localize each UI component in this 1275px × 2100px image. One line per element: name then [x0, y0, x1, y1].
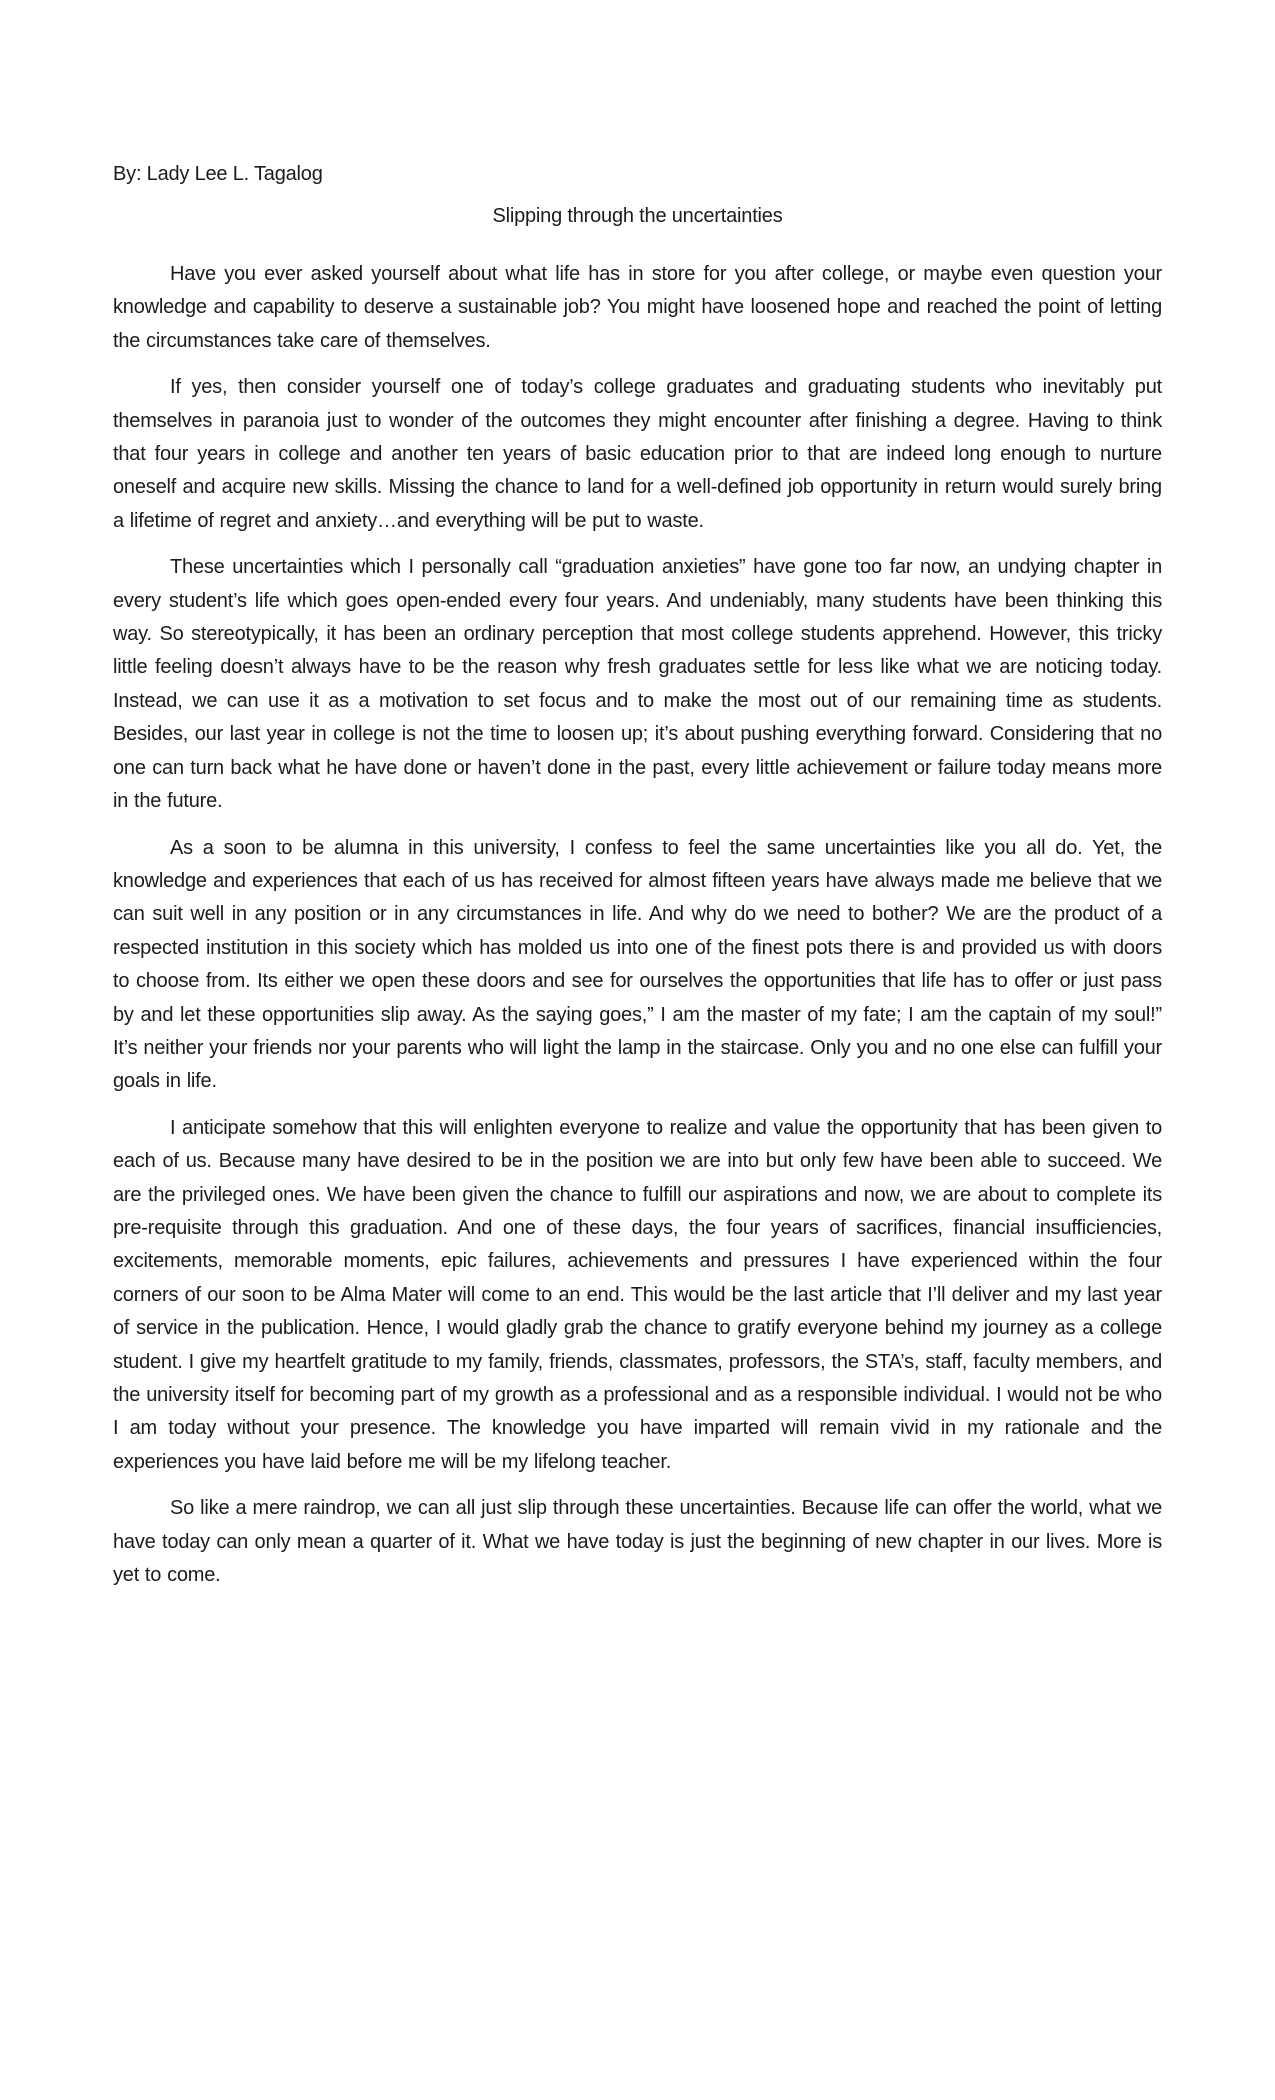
- paragraph-3: These uncertainties which I personally call “graduation anxieties” have gone too far now, an undying chapter in every student’s life which goes open-ended every four years. And undeniably, many students have been thinking this way. So stereotypically, it has been an ordinary perception that most college students apprehend. However, this tricky little feeling doesn’t always have to be the reason why fresh graduates settle for less like what we are noticing today. Instead, we can use it as a motivation to set focus and to make the most out of our remaining time as students. Besides, our last year in college is not the time to loosen up; it’s about pushing everything forward. Considering that no one can turn back what he have done or haven’t done in the past, every little achievement or failure today means more in the future.: [113, 556, 1162, 813]
- paragraph-1: Have you ever asked yourself about what life has in store for you after college, or maybe even question your knowledge and capability to deserve a sustainable job? You might have loosened hope and reached the point of letting the circumstances take care of themselves.: [113, 263, 1162, 352]
- page-title: Slipping through the uncertainties: [492, 205, 783, 227]
- paragraph-4: As a soon to be alumna in this university, I confess to feel the same uncertainties like you all do. Yet, the knowledge and experiences that each of us has received for almost fifteen years have always made me believe that we can suit well in any position or in any circumstances in life. And why do we need to bother? We are the product of a respected institution in this society which has molded us into one of the finest pots there is and provided us with doors to choose from. Its either we open these doors and see for ourselves the opportunities that life has to offer or just pass by and let these opportunities slip away. As the saying goes,” I am the master of my fate; I am the captain of my soul!” It’s neither your friends nor your parents who will light the lamp in the staircase. Only you and no one else can fulfill your goals in life.: [113, 836, 1162, 1093]
- paragraph-6: So like a mere raindrop, we can all just slip through these uncertainties. Because life can offer the world, what we have today can only mean a quarter of it. What we have today is just the beginning of new chapter in our lives. More is yet to come.: [113, 1497, 1162, 1587]
- byline: By: Lady Lee L. Tagalog: [113, 163, 323, 185]
- paragraph-2: If yes, then consider yourself one of today’s college graduates and graduating students who inevitably put themselves in paranoia just to wonder of the outcomes they might encounter after finishing a degree. Having to think that four years in college and another ten years of basic education prior to that are indeed long enough to nurture oneself and acquire new skills. Missing the chance to land for a well-defined job opportunity in return would surely bring a lifetime of regret and anxiety…and everything will be put to waste.: [113, 376, 1162, 532]
- paragraph-5: I anticipate somehow that this will enlighten everyone to realize and value the opportunity that has been given to each of us. Because many have desired to be in the position we are into but only few have been able to succeed. We are the privileged ones. We have been given the chance to fulfill our aspirations and now, we are about to complete its pre-requisite through this graduation. And one of these days, the four years of sacrifices, financial insufficiencies, excitements, memorable moments, epic failures, achievements and pressures I have experienced within the four corners of our soon to be Alma Mater will come to an end. This would be the last article that I’ll deliver and my last year of service in the publication. Hence, I would gladly grab the chance to gratify everyone behind my journey as a college student. I give my heartfelt gratitude to my family, friends, classmates, professors, the STA’s, staff, faculty members, and the university itself for becoming part of my growth as a professional and as a responsible individual. I would not be who I am today without your presence. The knowledge you have imparted will remain vivid in my rationale and the experiences you have laid before me will be my lifelong teacher.: [113, 1116, 1162, 1473]
